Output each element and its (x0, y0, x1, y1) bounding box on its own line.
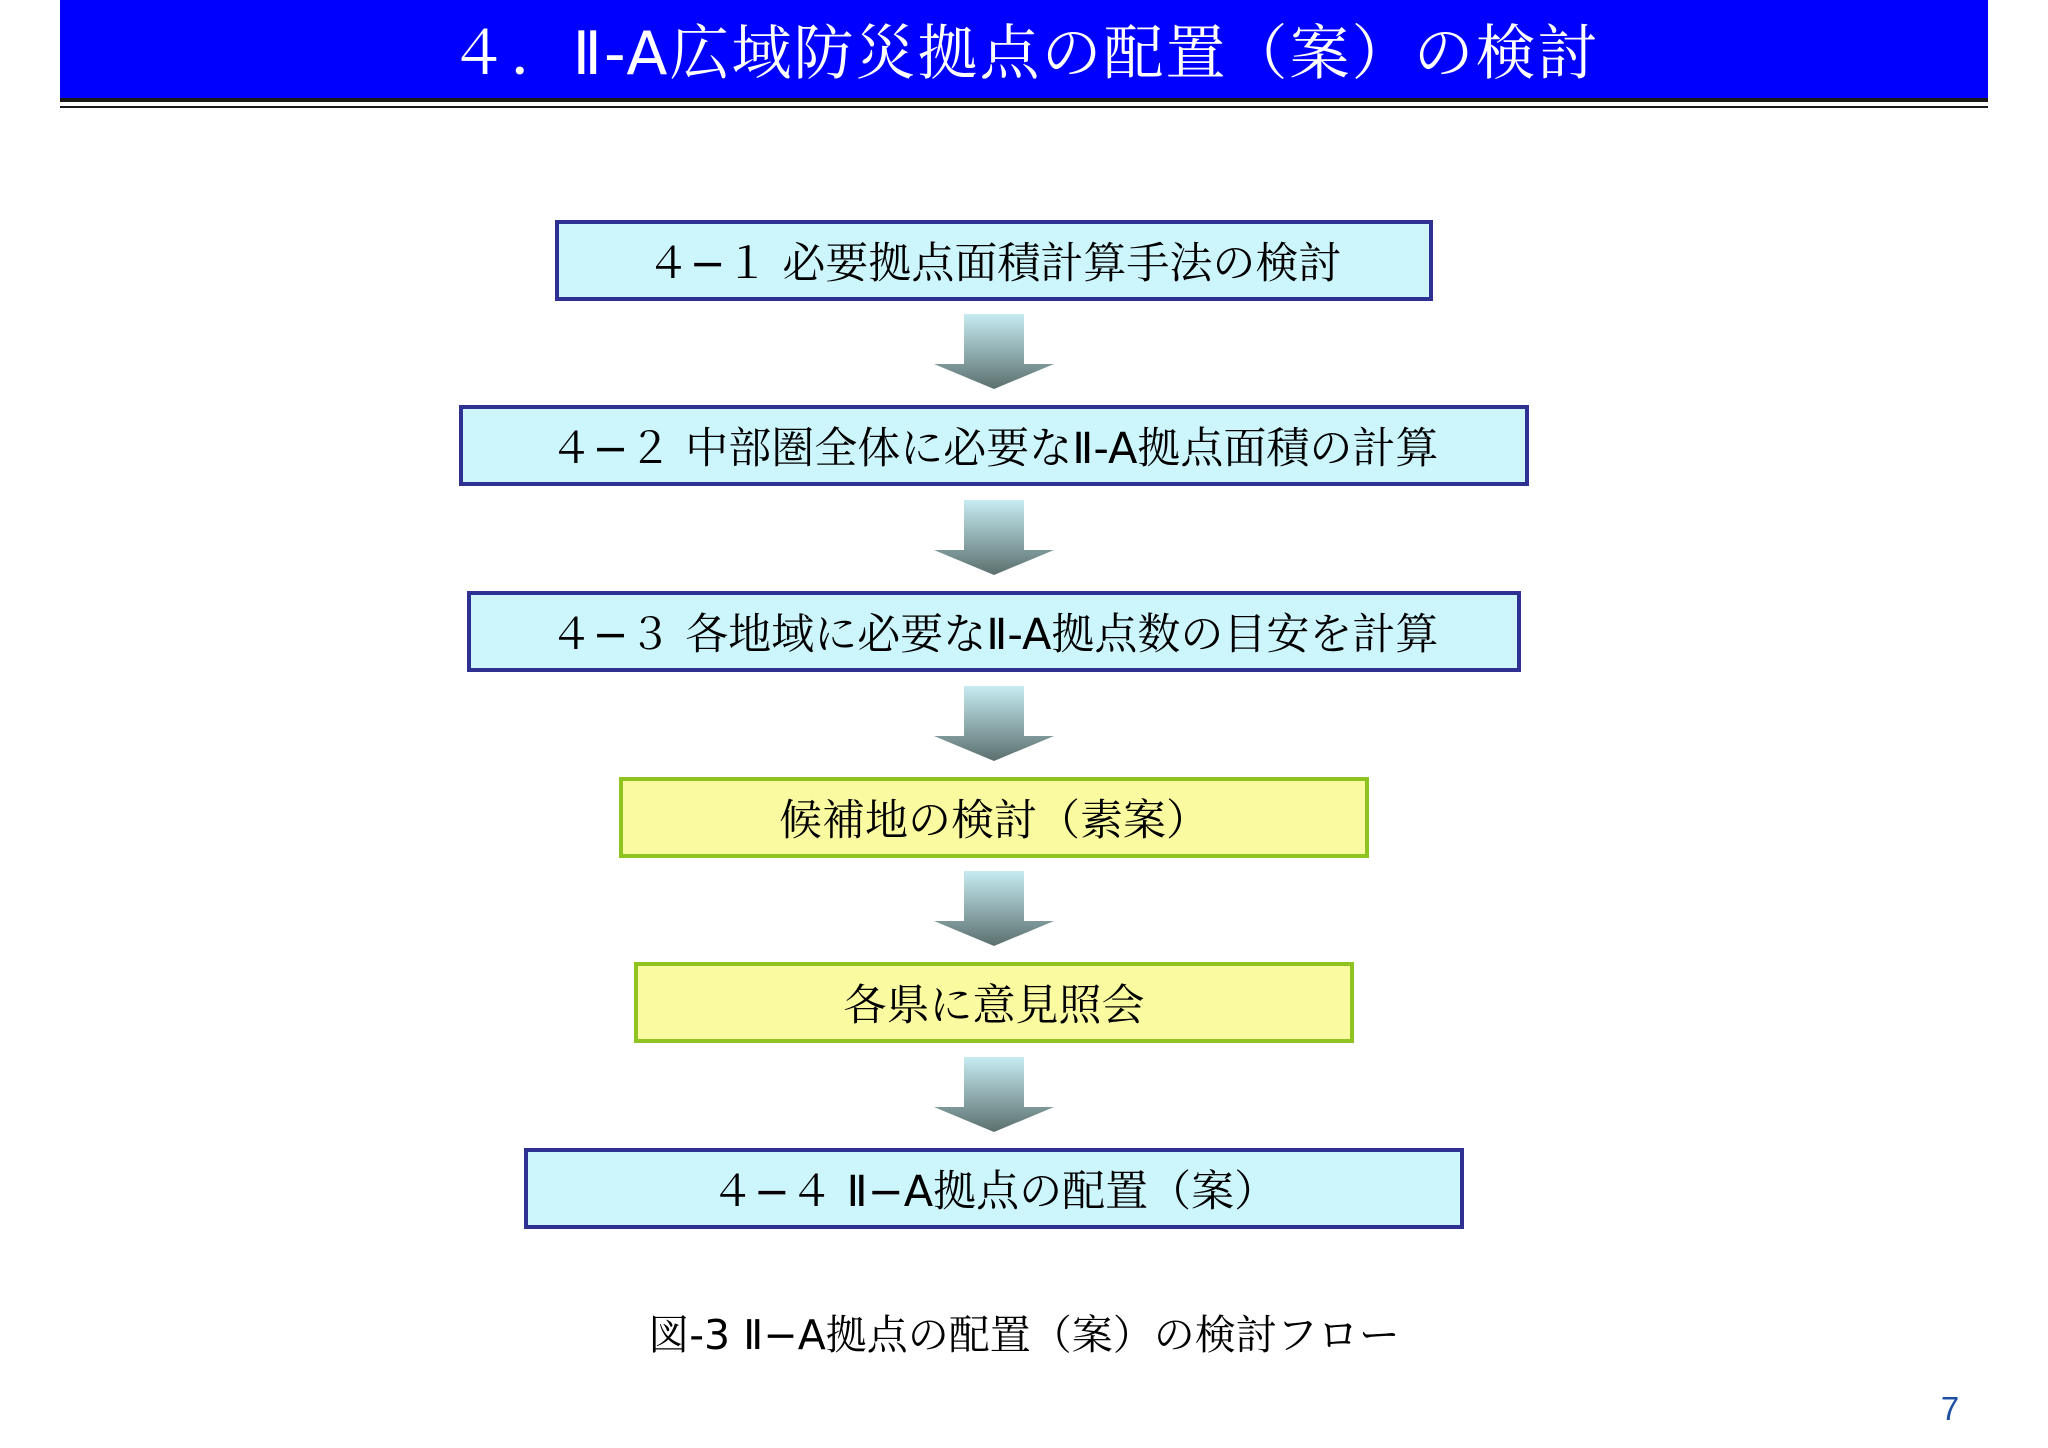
flow-step-label: ４−４ Ⅱ−A拠点の配置（案） (710, 1167, 1278, 1217)
title-rule (60, 98, 1988, 102)
flow-step-4-1 (555, 220, 1433, 301)
slide-title: ４．Ⅱ-A広域防災拠点の配置（案）の検討 (448, 19, 1600, 89)
flow-step-4-2 (459, 405, 1529, 486)
flow-step-candidate-sites (619, 777, 1369, 858)
flow-step-label: ４−３ 各地域に必要なⅡ-A拠点数の目安を計算 (549, 610, 1439, 660)
flow-step-prefecture-inquiry (634, 962, 1354, 1043)
down-arrow-icon (934, 500, 1054, 575)
title-rule-secondary (60, 106, 1988, 108)
flow-step-4-4 (524, 1148, 1464, 1229)
flow-step-4-3 (467, 591, 1521, 672)
title-bar (60, 0, 1988, 98)
flow-step-label: 各県に意見照会 (843, 981, 1145, 1031)
down-arrow-icon (934, 871, 1054, 946)
down-arrow-icon (934, 314, 1054, 389)
page-number: 7 (1940, 1390, 1960, 1427)
down-arrow-icon (934, 686, 1054, 761)
flow-step-label: ４−１ 必要拠点面積計算手法の検討 (646, 239, 1342, 289)
down-arrow-icon (934, 1057, 1054, 1132)
flow-step-label: ４−２ 中部圏全体に必要なⅡ-A拠点面積の計算 (549, 424, 1439, 474)
figure-caption: 図-3 Ⅱ−A拠点の配置（案）の検討フロー (648, 1311, 1400, 1359)
flow-step-label: 候補地の検討（素案） (779, 796, 1209, 846)
